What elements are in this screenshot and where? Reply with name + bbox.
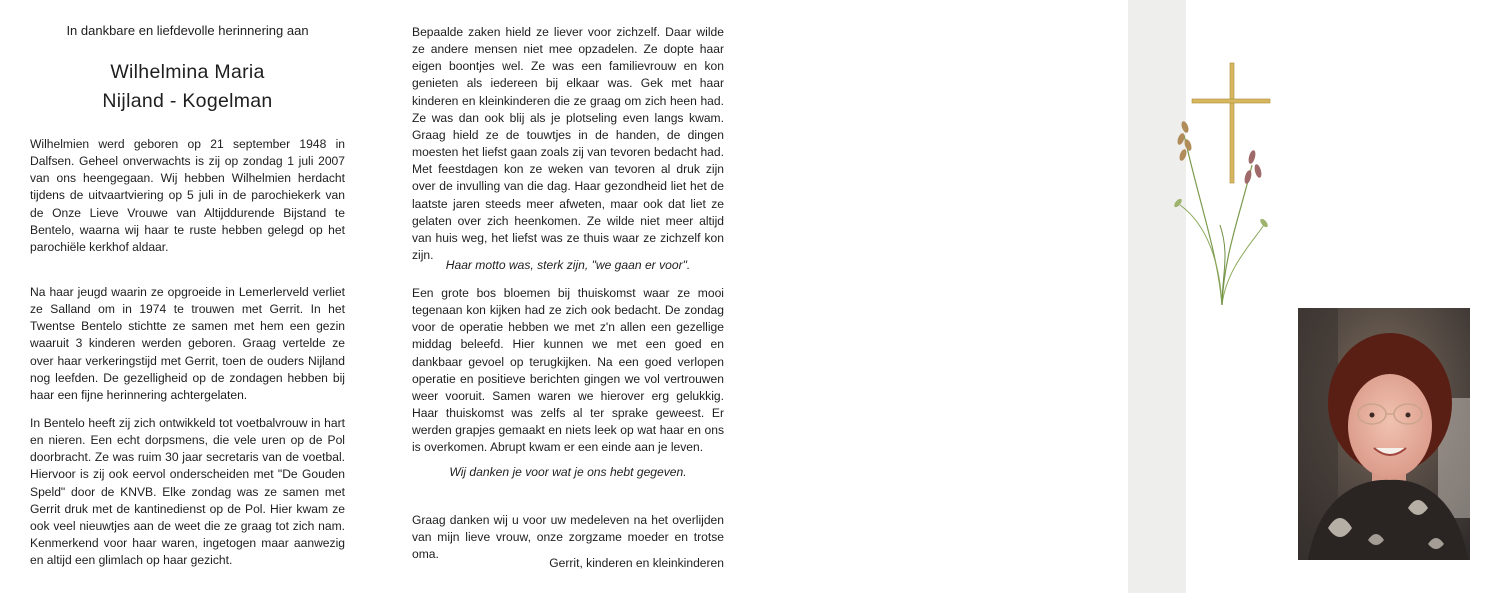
deceased-name-first: Wilhelmina Maria xyxy=(110,61,265,83)
memory-paragraph-2: Een grote bos bloemen bij thuiskomst waar ze mooi tegenaan kon kijken had ze zich ook bedacht. De zondag voor de operatie hebben we met z'n allen een gezellige middag beleefd. Hier kunnen we met een goed en dankbaar gevoel op terugkijken. Na een goed verlopen operatie en positieve berichten gingen we vol vertrouwen weer vooruit. Samen waren we hierover erg gelukkig. Haar thuiskomst was zelfs al ter sprake geweest. Er werden grapjes gemaakt en niets leek op wat haar en ons is overkomen. Abrupt kwam er een einde aan je leven. xyxy=(412,286,724,455)
closing-paragraph: Graag danken wij u voor uw medeleven na het overlijden van mijn lieve vrouw, onze zorgzame moeder en trotse oma. xyxy=(412,513,724,562)
deceased-name-last: Nijland - Kogelman xyxy=(102,90,273,112)
middle-panel xyxy=(412,0,724,593)
memory-paragraph-1: Bepaalde zaken hield ze liever voor zichzelf. Daar wilde ze andere mensen niet mee opzadelen. Ze dopte haar eigen boontjes wel. Ze was een familievrouw en kon genieten als iedereen bij elkaar was. Gek met haar kinderen en kleinkinderen die ze graag om zich heen had. Ze was dan ook blij als je plotseling even langs kwam. Graag hield ze de touwtjes in de handen, de dingen moesten het liefst gaan zoals zij van tevoren bedacht had. Met feestdagen kon ze weken van tevoren al druk zijn over de invulling van die dag. Haar gezondheid liet het de laatste jaren steeds meer afweten, maar ook dat liet ze gelaten over zich heenkomen. Ze wilde niet meer altijd van huis weg, het liefst was ze thuis waar ze zichzelf kon zijn. xyxy=(412,25,724,263)
motto-line: Haar motto was, sterk zijn, "we gaan er voor". xyxy=(445,258,691,272)
left-panel xyxy=(30,0,345,593)
signature-line: Gerrit, kinderen en kleinkinderen xyxy=(549,556,724,570)
biography-paragraph-2: Na haar jeugd waarin ze opgroeide in Lemerlerveld verliet ze Salland om in 1974 te trouwen met Gerrit. In het Twentse Bentelo stichtte ze samen met hem een gezin waaruit 3 kinderen werden geboren. Graag vertelde ze over haar verkeringstijd met Gerrit, toen de ouders Nijland nog leefden. De gezelligheid op de zondagen hebben bij haar een fijne herinnering achtergelaten. xyxy=(30,285,345,402)
portrait-photo xyxy=(1298,308,1470,560)
portrait-image xyxy=(1298,308,1470,560)
thanks-line: Wij danken je voor wat je ons hebt gegeven. xyxy=(449,465,687,479)
intro-heading: In dankbare en liefdevolle herinnering aan xyxy=(66,23,309,38)
biography-paragraph-1: Wilhelmien werd geboren op 21 september 1948 in Dalfsen. Geheel onverwachts is zij op zondag 1 juli 2007 van ons heengegaan. Wij hebben Wilhelmien herdacht tijdens de uitvaartviering op 5 juli in de parochiekerk van de Onze Lieve Vrouwe van Altijddurende Bijstand te Bentelo, waarna wij haar te ruste hebben gelegd op het parochiële kerkhof aldaar. xyxy=(30,137,345,254)
cross-with-wheat-icon xyxy=(1160,55,1280,315)
biography-paragraph-3: In Bentelo heeft zij zich ontwikkeld tot voetbalvrouw in hart en nieren. Een echt dorpsmens, die vele uren op de Pol doorbracht. Ze was ruim 30 jaar secretaris van de voetbal. Hiervoor is zij ook eervol onderscheiden met "De Gouden Speld" door de KNVB. Elke zondag was ze samen met Gerrit druk met de kantinedienst op de Pol. Hier kwam ze ook veel nieuwtjes aan de weet die ze graag tot zich nam. Kenmerkend voor haar waren, ingetogen maar aanwezig en altijd een glimlach op haar gezicht. xyxy=(30,416,345,568)
